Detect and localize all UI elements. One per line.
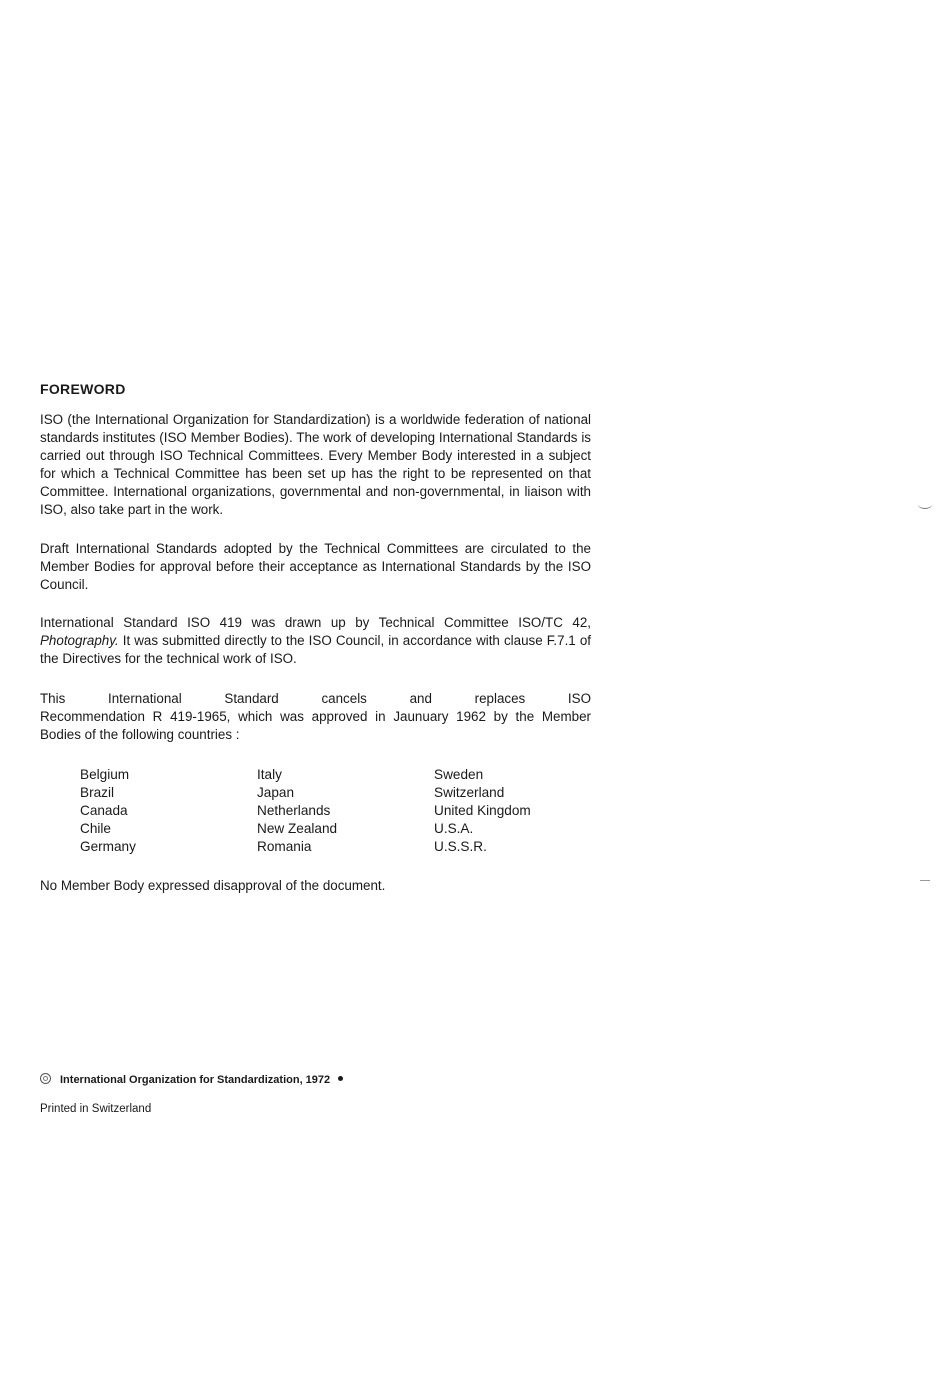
paragraph4-rest: R 419-1965, which was approved in Jaunuary 1962 by the Member Bodies of the following countries :: [40, 709, 591, 742]
country-item: Belgium: [80, 767, 130, 782]
country-item: Chile: [80, 821, 111, 836]
paragraph4-lead: This International Standard cancels and replaces ISO Recommendation: [40, 691, 591, 724]
foreword-paragraph-no-disapproval: No Member Body expressed disapproval of the document.: [40, 878, 386, 893]
scan-artifact-mark: [920, 880, 930, 881]
copyright-notice: [40, 1073, 343, 1086]
foreword-heading: FOREWORD: [40, 381, 126, 397]
scan-artifact-mark: [918, 500, 932, 509]
country-item: Switzerland: [434, 785, 505, 800]
country-item: Japan: [257, 785, 295, 800]
country-item: Brazil: [80, 785, 114, 800]
foreword-paragraph-draft-standards: Draft International Standards adopted by the Technical Committees are circulated to the Member Bodies for approval before their acceptance as International Standards by the ISO Council.: [40, 541, 591, 592]
country-item: Romania: [257, 839, 312, 854]
country-item: U.S.A.: [434, 821, 474, 836]
country-column-2: [257, 766, 337, 856]
country-item: Netherlands: [257, 803, 331, 818]
country-item: Canada: [80, 803, 128, 818]
country-item: Germany: [80, 839, 136, 854]
country-item: New Zealand: [257, 821, 338, 836]
bullet-dot-icon: [338, 1076, 343, 1081]
country-column-1: [80, 766, 136, 856]
paragraph3-italic-photography: Photography.: [40, 633, 119, 648]
country-item: U.S.S.R.: [434, 839, 487, 854]
foreword-paragraph-iso-intro: ISO (the International Organization for Standardization) is a worldwide federation of national standards institutes (ISO Member Bodies). The work of developing International Standards is carried out through ISO Technical Committees. Every Member Body interested in a subject for which a Technical Committee has been set up has the right to be represented on that Committee. International organizations, governmental and non-governmental, in liaison with ISO, also take part in the work.: [40, 412, 591, 517]
foreword-paragraph-iso-419: [40, 614, 591, 668]
country-item: Italy: [257, 767, 282, 782]
country-item: Sweden: [434, 767, 484, 782]
foreword-paragraph-cancels: [40, 690, 591, 744]
paragraph3-part2: It was submitted directly to the ISO Council, in accordance with clause F.7.1 of the Directives for the technical work of ISO.: [40, 633, 591, 666]
printed-in-notice: Printed in Switzerland: [40, 1103, 152, 1115]
country-column-3: [434, 766, 531, 856]
paragraph3-part1: International Standard ISO 419 was drawn up by Technical Committee ISO/TC 42,: [40, 615, 591, 630]
copyright-text: International Organization for Standardization, 1972: [60, 1074, 331, 1086]
country-item: United Kingdom: [434, 803, 531, 818]
copyright-icon: [40, 1073, 51, 1084]
